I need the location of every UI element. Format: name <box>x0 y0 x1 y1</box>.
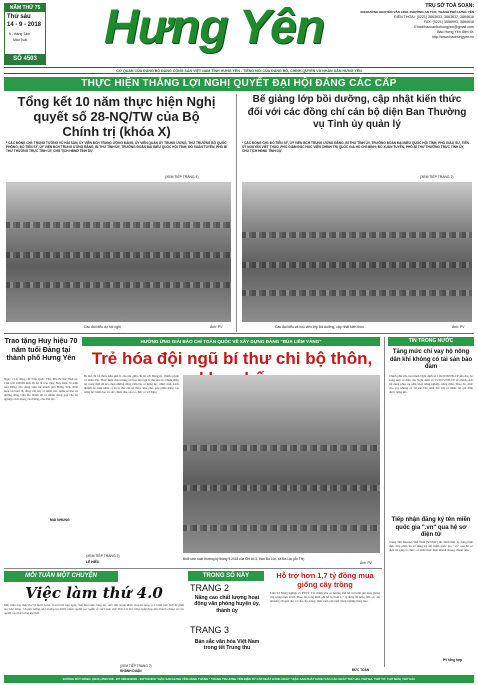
office-fax: FAX: (0221) 3556993; 3864616 <box>423 20 474 24</box>
web-link[interactable]: http://www.baohungyen.vn <box>431 35 474 39</box>
lead-right-summary: * CẮC ĐỒNG CHÍ: ĐỖ TIẾN SỸ, ỦY VIÊN BCH TRUNG ƯƠNG ĐẢNG, BÍ THƯ TỈNH ỦY, TRƯỞNG ĐOÀN ĐẠI BIỂU QUỐC HỘI TỈNH; PHÓ GIÁO SƯ, TIẾN SỸ NGUYỄN VIẾT THẢO, PHÓ GIÁM ĐỐC HỌC VIỆN CHÍNH TRỊ QUỐC GIA HỒ CHÍ MINH; ĐỖ XUÂN TUYÊN, PHÓ BÍ THƯ THƯỜNG TRỰC TỈNH ỦY, CHỦ TỊCH HĐND TỈNH DỰ <box>242 141 469 153</box>
office-info <box>326 3 474 40</box>
feature-body: Bí thư chi bộ thôn, khu phố là cầu nối giữa chi bộ với Đảng ủy, chính quyền và nhân dân. Thực hiện chủ trương trẻ hóa đội ngũ bí thư chi bộ, nhiều đảng bộ trong tỉnh đã lựa chọn những đảng viên trẻ, có năng lực, nhiệt tình, trách nhiệm để đảm nhận vị trí bí thư chi bộ thôn, khu phố, góp phần nâng cao năng lực lãnh đạo và sức chiến đấu của tổ chức cơ sở đảng. <box>84 375 179 394</box>
date-box <box>4 3 46 65</box>
lead-right-credit: Ảnh: PV <box>452 325 465 329</box>
lead-left-credit: Ảnh: PV <box>210 325 223 329</box>
feature-caption: Buổi sinh hoạt thường kỳ tháng 9-2018 của Chi bộ 3, thôn Đa Lộc, xã Đa Lộc (Ân Thi) <box>183 557 305 561</box>
lead-left-title: Tổng kết 10 năm thực hiện Nghị quyết số 28-NQ/TW của Bộ Chính trị (khóa X) <box>17 94 216 139</box>
feature-credit: Ảnh: PV <box>360 561 372 565</box>
bottom-mid-title: Hỗ trợ hơn 1,7 tỷ đồng mua giống cây trồng <box>276 571 374 589</box>
left-col-author: MAI NHUNG <box>50 518 70 522</box>
left-col-body: Ngày 13-9, đồng chí Trần Quốc Văn, Phó Bí thư Tỉnh ủy, Chủ tịch UBND tỉnh đã dự lễ trao tặng Huy hiệu 70 năm tuổi Đảng cho đảng viên tại thành phố Hưng Yên. Phát biểu tại buổi lễ, đồng chí bày tỏ niềm vui, niềm tự hào về những đảng viên lão thành đã có nhiều đóng góp cho sự nghiệp cách mạng của Đảng, của dân tộc. <box>4 378 78 401</box>
feature-title: Trẻ hóa đội ngũ bí thư chi bộ thôn, <box>91 349 373 368</box>
lead-left-caption: Các đại biểu dự hội nghị <box>84 325 121 329</box>
lead-left-summary: * CẮC ĐỒNG CHÍ: TRUNG TƯỚNG VŨ HẢI SẢN, ỦY VIÊN BCH TRUNG ƯƠNG ĐẢNG, ỦY VIÊN QUÂN ỦY TRUNG ƯƠNG, THỨ TRƯỞNG BỘ QUỐC PHÒNG; ĐỖ TIẾN SỸ, ỦY VIÊN BCH TRUNG ƯƠNG ĐẢNG, BÍ THƯ TỈNH ỦY, TRƯỞNG ĐOÀN ĐẠI BIỂU QUỐC HỘI TỈNH; ĐỖ XUÂN TUYÊN, PHÓ BÍ THƯ THƯỜNG TRỰC TỈNH ỦY, CHỦ TỊCH HĐND TỈNH DỰ <box>6 141 228 153</box>
office-phone: ĐIỆN THOẠI: (0221) 3863633, 3863637, 3864616 <box>394 15 474 19</box>
sidebar-head: TIN TRONG NƯỚC <box>388 337 474 346</box>
top-banner: THỰC HIỆN THẮNG LỢI NGHỊ QUYẾT ĐẠI HỘI ĐẢNG CÁC CẤP <box>4 77 474 91</box>
toc-head: TRONG SỐ NÀY <box>188 571 264 581</box>
footer: ĐƯỜNG DÂY NÓNG: (0221) 3556 558 - ĐT: 0984119520 - 0977011879 * ĐẶC SAN HƯNG YÊN HÀNG THÁNG * TRANG TIN HƯNG YÊN ĐIỆN TỬ CẬP NHẬT HÀNG NGÀY * ĐẶC SAN PHÁT HÀNH VÀO CÁC NGÀY THỨ HAI, THỨ BA, THỨ TƯ, THỨ NĂM, THỨ SÁU <box>4 675 474 683</box>
feature-see: (XEM TIẾP TRANG 2) <box>86 554 120 558</box>
weekday: Thứ sáu <box>7 14 31 20</box>
date: 14 - 9 - 2018 <box>7 22 42 28</box>
issue-number: SỐ 4503 <box>5 54 45 64</box>
toc-page2-text[interactable]: Nâng cao chất lượng hoạt động văn phòng huyện ủy, thành ủy <box>194 595 260 614</box>
lead-left-photo <box>6 182 231 322</box>
lead-right-see: (XEM TIẾP TRANG 2) <box>420 175 454 179</box>
bottom-left-title: Việc làm thứ 4.0 <box>25 584 163 602</box>
column-divider <box>236 94 237 332</box>
newspaper-logo: Hưng Yên <box>104 1 325 54</box>
bottom-left-head: MỖI TUẦN MỘT CHUYỆN <box>4 571 118 582</box>
sidebar-item1-title: Tăng mức chi vay hộ nông dân khi không có tài sản bảo đảm <box>389 349 473 370</box>
bottom-mid-author: ĐỨC TOÀN <box>352 668 370 672</box>
web-title: Báo Hưng Yên điện tử: <box>437 30 474 34</box>
section-rule <box>4 333 474 334</box>
office-address: 309 ĐƯỜNG NGUYỄN VĂN LINH, PHƯỜNG AN TẢO, THÀNH PHỐ HƯNG YÊN <box>360 10 474 14</box>
toc-page2[interactable]: TRANG 2 <box>190 583 230 593</box>
left-col-title: Trao tặng Huy hiệu 70 năm tuổi Đảng tại thành phố Hưng Yên <box>4 338 78 362</box>
bottom-mid-body: Liên Sở Nông nghiệp và PTNT, Tài chính vừa có hướng dẫn hỗ trợ kinh phí mua giống cây trồng năm 2018. Theo đó, tổng kinh phí hỗ trợ hơn 1,7 tỷ đồng để nông dân các địa phương chuyển đổi cơ cấu cây trồng, phát triển sản xuất nông nghiệp hàng hóa. <box>270 592 380 603</box>
lead-left-see: (XEM TIẾP TRANG 4) <box>165 175 199 179</box>
bottom-left-see: (XEM TIẾP TRANG 2) <box>120 664 152 668</box>
bottom-left-body: Mấy hôm nay thấy thư ký buồn buồn, ít nói hơn mọi ngày. Sau bao năm công tác, anh vẫn mong được chuyển sang vị trí làm việc mới để phát huy khả năng. Chuyện tưởng nhỏ nhưng lại khiến nhiều người suy ngẫm về cách làm việc thời 4.0, khi công nghệ thay đổi nhanh chóng và con người cần thích ứng kịp thời. <box>4 604 184 615</box>
feature-banner: HƯỞNG ỨNG GIẢI BÁO CHÍ TOÀN QUỐC VỀ XÂY DỰNG ĐẢNG "BÚA LIỀM VÀNG" <box>82 337 380 346</box>
lunar-year: Mậu Tuất <box>13 38 28 42</box>
slogan: CƠ QUAN CỦA ĐẢNG BỘ ĐẢNG CỘNG SẢN VIỆT NAM TỈNH HƯNG YÊN - TIẾNG NÓI CỦA ĐẢNG BỘ, CHÍNH QUYỀN VÀ NHÂN DÂN HƯNG YÊN <box>4 67 474 74</box>
masthead <box>4 3 474 69</box>
sidebar <box>384 337 474 667</box>
office-email: Email:baocanbohungyen@gmail.com <box>414 25 474 29</box>
sidebar-item2-title: Tiếp nhận đăng ký tên miền quốc gia ".vn" qua hệ sơ điện tử <box>391 517 471 538</box>
toc <box>188 571 266 673</box>
lunar-day: 5 - tháng Tám <box>9 32 31 36</box>
lead-right-photo <box>242 182 472 322</box>
bottom-left-author: KHÁNH DUẬN <box>120 669 142 673</box>
year-label: NĂM THỨ 75 <box>5 4 45 12</box>
bottom-rule <box>4 568 382 569</box>
sidebar-item2-body: Trung tâm Internet Việt Nam (VNNIC) đã chính thức áp dụng hình thức tiếp nhận hồ sơ đăng ký tên miền quốc gia ".vn" qua hồ sơ điện tử, giúp tổ chức, cá nhân thực hiện nhanh chóng, thuận tiện. <box>389 541 473 552</box>
office-title: TRỤ SỞ TOÀ SOẠN: <box>425 3 474 9</box>
sidebar-item1-body: Chính phủ vừa ban hành Nghị định số 116/2018/NĐ-CP sửa đổi, bổ sung một số điều của Nghị định số 55/2015/NĐ-CP về chính sách tín dụng phục vụ phát triển nông nghiệp, nông thôn. Theo đó, mức cho vay không có tài sản bảo đảm đối với cá nhân, hộ gia đình được nâng lên. <box>389 375 473 394</box>
feature-author: LÊ HIẾU <box>86 560 100 564</box>
lead-right-title: Bế giảng lớp bồi dưỡng, cập nhật kiến thức đối với các đồng chí cán bộ diện Ban Thường vụ Tỉnh ủy quản lý <box>247 94 467 130</box>
sidebar-author: PV tổng hợp <box>443 658 463 662</box>
toc-page3[interactable]: TRANG 3 <box>190 625 230 635</box>
lead-right-caption: Các đại biểu và học viên lớp bồi dưỡng, cập nhật kiến thức <box>275 325 365 329</box>
toc-page3-text[interactable]: Bản sắc văn hóa Việt Nam trong tết Trung thu <box>194 639 260 652</box>
feature-photo <box>183 375 380 553</box>
